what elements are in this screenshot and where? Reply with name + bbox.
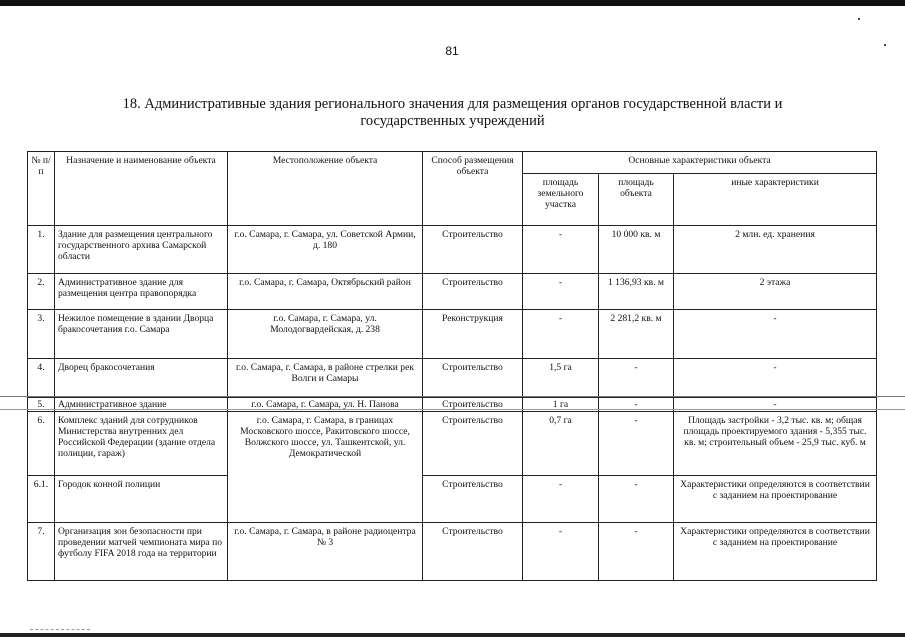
cell-method: Строительство xyxy=(423,475,523,522)
cell-land-area: - xyxy=(523,225,599,273)
header-characteristics: Основные характеристики объекта xyxy=(523,152,877,174)
header-method: Способ размещения объекта xyxy=(423,152,523,226)
header-num: № п/п xyxy=(28,152,55,226)
cell-land-area: 0,7 га xyxy=(523,412,599,475)
cell-location: г.о. Самара, г. Самара, в границах Московского шоссе, Ракитовского шоссе, Волжского шоссе, ул. Ташкентской, ул. Демократической xyxy=(228,412,423,522)
cell-object-area: - xyxy=(599,398,674,412)
cell-object-area: - xyxy=(599,475,674,522)
cell-num: 6. xyxy=(28,412,55,475)
header-land-area: площадь земельного участка xyxy=(523,174,599,225)
cell-method: Строительство xyxy=(423,412,523,475)
cell-location: г.о. Самара, г. Самара, ул. Н. Панова xyxy=(228,398,423,412)
cell-num: 5. xyxy=(28,398,55,412)
table-row xyxy=(28,225,877,273)
scan-dotted-artifact xyxy=(30,629,90,630)
cell-land-area: 1 га xyxy=(523,398,599,412)
cell-location: г.о. Самара, г. Самара, ул. Молодогвардейская, д. 238 xyxy=(228,310,423,359)
cell-name: Здание для размещения центрального государственного архива Самарской области xyxy=(55,225,228,273)
cell-num: 2. xyxy=(28,273,55,310)
cell-other: 2 этажа xyxy=(674,273,877,310)
header-location: Местоположение объекта xyxy=(228,152,423,226)
cell-location: г.о. Самара, г. Самара, ул. Советской Армии, д. 180 xyxy=(228,225,423,273)
cell-location: г.о. Самара, г. Самара, в районе радиоцентра № 3 xyxy=(228,522,423,580)
cell-other: Характеристики определяются в соответствии с заданием на проектирование xyxy=(674,475,877,522)
cell-method: Реконструкция xyxy=(423,310,523,359)
cell-other: - xyxy=(674,359,877,398)
scan-speck xyxy=(858,18,860,20)
cell-name: Административное здание xyxy=(55,398,228,412)
cell-object-area: - xyxy=(599,522,674,580)
cell-object-area: - xyxy=(599,359,674,398)
cell-num: 4. xyxy=(28,359,55,398)
cell-num: 3. xyxy=(28,310,55,359)
cell-name: Комплекс зданий для сотрудников Министерства внутренних дел Российской Федерации (здание отдела полиции, гараж) xyxy=(55,412,228,475)
top-scan-border xyxy=(0,0,905,6)
cell-name: Дворец бракосочетания xyxy=(55,359,228,398)
cell-method: Строительство xyxy=(423,398,523,412)
cell-num: 1. xyxy=(28,225,55,273)
table-row xyxy=(28,475,877,522)
bottom-scan-border xyxy=(0,633,905,637)
cell-object-area: 1 136,93 кв. м xyxy=(599,273,674,310)
cell-other: Характеристики определяются в соответствии с заданием на проектирование xyxy=(674,522,877,580)
page-number: 81 xyxy=(445,44,459,58)
cell-num: 7. xyxy=(28,522,55,580)
cell-land-area: - xyxy=(523,475,599,522)
cell-num: 6.1. xyxy=(28,475,55,522)
table-row xyxy=(28,522,877,580)
objects-table xyxy=(27,151,877,581)
scan-line-artifact xyxy=(0,396,905,397)
table-row xyxy=(28,310,877,359)
header-object-area: площадь объекта xyxy=(599,174,674,225)
cell-other: - xyxy=(674,310,877,359)
cell-name: Нежилое помещение в здании Дворца бракосочетания г.о. Самара xyxy=(55,310,228,359)
cell-object-area: - xyxy=(599,412,674,475)
cell-method: Строительство xyxy=(423,225,523,273)
cell-land-area: - xyxy=(523,522,599,580)
header-name: Назначение и наименование объекта xyxy=(55,152,228,226)
cell-location: г.о. Самара, г. Самара, в районе стрелки рек Волги и Самары xyxy=(228,359,423,398)
cell-name: Организация зон безопасности при проведении матчей чемпионата мира по футболу FIFA 2018 года на территории xyxy=(55,522,228,580)
scan-line-artifact xyxy=(0,409,905,410)
header-other: иные характеристики xyxy=(674,174,877,225)
cell-method: Строительство xyxy=(423,273,523,310)
cell-land-area: 1,5 га xyxy=(523,359,599,398)
cell-location: г.о. Самара, г. Самара, Октябрьский район xyxy=(228,273,423,310)
cell-method: Строительство xyxy=(423,522,523,580)
cell-land-area: - xyxy=(523,273,599,310)
cell-object-area: 10 000 кв. м xyxy=(599,225,674,273)
table-row xyxy=(28,412,877,475)
cell-object-area: 2 281,2 кв. м xyxy=(599,310,674,359)
cell-name: Административное здание для размещения центра правопорядка xyxy=(55,273,228,310)
cell-name: Городок конной полиции xyxy=(55,475,228,522)
scan-speck xyxy=(884,44,886,46)
table-row xyxy=(28,273,877,310)
section-title: 18. Административные здания регионального значения для размещения органов государственной власти и государственных учреждений xyxy=(122,96,783,129)
cell-land-area: - xyxy=(523,310,599,359)
cell-method: Строительство xyxy=(423,359,523,398)
table-row xyxy=(28,359,877,398)
cell-other: Площадь застройки - 3,2 тыс. кв. м; общая площадь проектируемого здания - 5,355 тыс. кв. м; строительный объем - 25,9 тыс. куб. м xyxy=(674,412,877,475)
cell-other: 2 млн. ед. хранения xyxy=(674,225,877,273)
cell-other: - xyxy=(674,398,877,412)
